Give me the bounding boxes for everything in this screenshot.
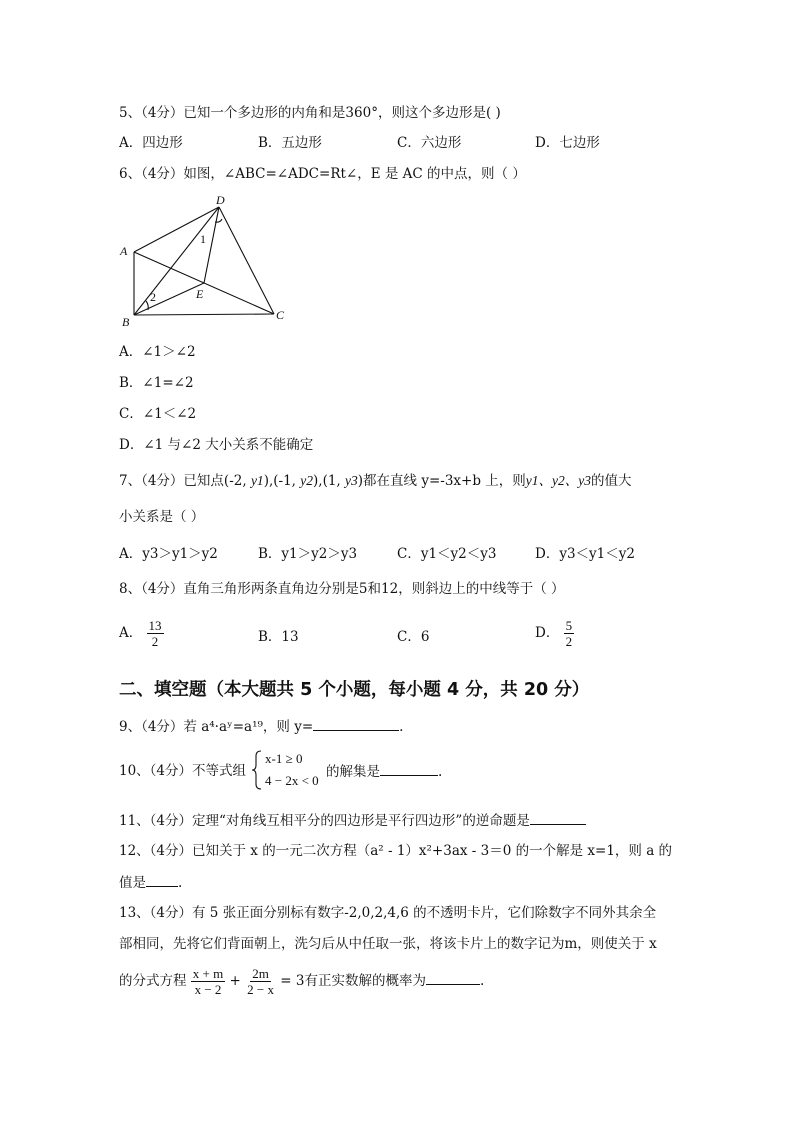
q10-inequality-2: 4 − 2x < 0 bbox=[265, 773, 319, 788]
q5-stem: 5、（4分）已知一个多边形的内角和是360°，则这个多边形是( ) bbox=[119, 105, 501, 121]
q10-answer-blank[interactable] bbox=[380, 762, 438, 776]
q8-option-c: C．6 bbox=[397, 629, 430, 645]
q5-option-d: D．七边形 bbox=[535, 135, 600, 151]
section-title-fill-in: 二、填空题（本大题共 5 个小题，每小题 4 分，共 20 分） bbox=[119, 680, 590, 700]
segment-bd bbox=[134, 207, 219, 315]
q9-stem: 9、（4分）若 a⁴·aʸ=a¹⁹，则 y= . bbox=[119, 719, 404, 735]
q8-option-b: B．13 bbox=[258, 629, 299, 645]
q12-answer-blank[interactable] bbox=[146, 873, 178, 887]
q12-stem-line2: 值是 . bbox=[119, 875, 183, 891]
q8-option-d: D． $\frac{5}{2}$ bbox=[535, 618, 573, 649]
label-angle-1: 1 bbox=[200, 232, 206, 246]
q10-stem: 10、（4分）不等式组 bbox=[119, 763, 247, 779]
label-b: B bbox=[122, 315, 130, 329]
q6-stem: 6、（4分）如图，∠ABC=∠ADC=Rt∠，E 是 AC 的中点，则（ ） bbox=[119, 166, 526, 182]
q5-option-b: B．五边形 bbox=[258, 135, 322, 151]
q6-option-a: A．∠1＞∠2 bbox=[119, 344, 196, 360]
q7-option-d: D．y3＜y1＜y2 bbox=[535, 546, 635, 562]
q13-fraction-2: $\frac{2m}{2 - x}$ bbox=[247, 966, 274, 997]
q8-option-a: A． $\frac{13}{2}$ bbox=[119, 618, 162, 649]
q7-stem-line2: 小关系是（ ） bbox=[119, 509, 205, 525]
label-c: C bbox=[276, 308, 285, 322]
segment-de bbox=[204, 207, 219, 283]
segment-be bbox=[134, 283, 204, 315]
q13-stem-line3: 的分式方程 $\frac{x + m}{x - 2}$ + $\frac{2m}{2 - x}$ = 3有正实数解的概率为 . bbox=[119, 966, 485, 997]
q7-y2: y2 bbox=[300, 473, 314, 488]
q6-geometry-figure bbox=[112, 192, 302, 332]
q10-inequality-1: x-1 ≥ 0 bbox=[265, 751, 303, 766]
q12-stem-line1: 12、（4分）已知关于 x 的一元二次方程（a² - 1）x²+3ax - 3＝0 的一个解是 x=1，则 a 的 bbox=[119, 843, 673, 859]
segment-bc bbox=[134, 314, 274, 315]
brace-icon bbox=[252, 750, 262, 790]
segment-ad bbox=[134, 207, 219, 252]
q7-stem-line1: 7、（4分）已知点(-2, y1),(-1, y2),(1, y3)都在直线 y=-3x+b 上，则y1、y2、y3的值大 bbox=[119, 473, 632, 489]
label-angle-2: 2 bbox=[150, 290, 156, 304]
segment-dc bbox=[219, 207, 274, 314]
q6-option-b: B．∠1=∠2 bbox=[119, 375, 194, 391]
q5-option-c: C．六边形 bbox=[397, 135, 462, 151]
q6-option-d: D．∠1 与∠2 大小关系不能确定 bbox=[119, 437, 314, 453]
label-a: A bbox=[120, 244, 128, 258]
q13-stem-line2: 部相同，先将它们背面朝上，洗匀后从中任取一张，将该卡片上的数字记为m，则使关于 x bbox=[119, 936, 657, 952]
q7-y3: y3 bbox=[345, 473, 358, 488]
q13-stem-line1: 13、（4分）有 5 张正面分别标有数字-2,0,2,4,6 的不透明卡片，它们除数字不同外其余全 bbox=[119, 905, 657, 921]
q7-option-a: A．y3＞y1＞y2 bbox=[119, 546, 218, 562]
q11-answer-blank[interactable] bbox=[530, 811, 586, 825]
q7-option-b: B．y1＞y2＞y3 bbox=[258, 546, 358, 562]
label-e: E bbox=[196, 287, 204, 301]
label-d: D bbox=[216, 193, 225, 207]
q7-y1: y1 bbox=[250, 473, 264, 488]
q9-answer-blank[interactable] bbox=[313, 717, 399, 731]
q10-tail: 的解集是 . bbox=[326, 764, 443, 780]
q8-stem: 8、（4分）直角三角形两条直角边分别是5和12，则斜边上的中线等于（ ） bbox=[119, 581, 565, 597]
q13-fraction-1: $\frac{x + m}{x - 2}$ bbox=[192, 966, 224, 997]
q6-option-c: C．∠1＜∠2 bbox=[119, 406, 197, 422]
q11-stem: 11、（4分）定理“对角线互相平分的四边形是平行四边形”的逆命题是 bbox=[119, 811, 586, 830]
q7-option-c: C．y1＜y2＜y3 bbox=[397, 546, 497, 562]
q13-answer-blank[interactable] bbox=[426, 971, 480, 985]
q5-option-a: A．四边形 bbox=[119, 135, 183, 151]
